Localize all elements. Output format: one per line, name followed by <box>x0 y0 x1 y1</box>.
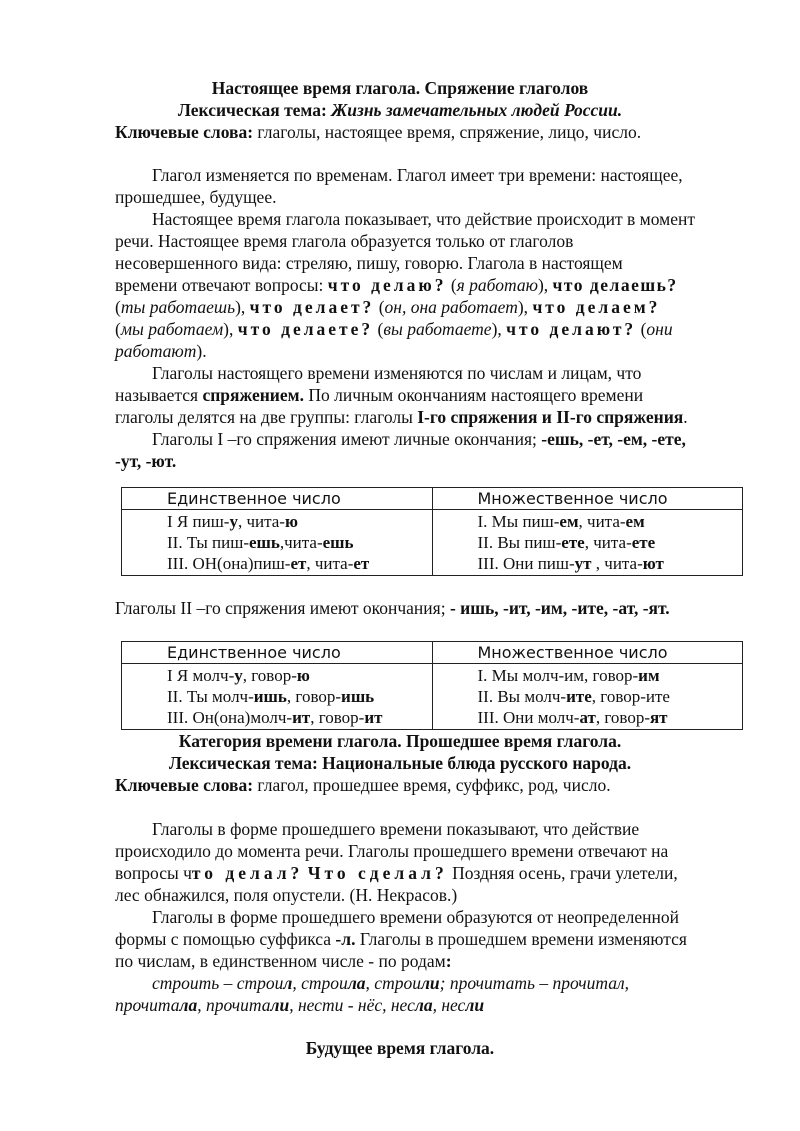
singular-forms <box>122 664 433 730</box>
header-singular: Единственное число <box>122 642 433 664</box>
example: прочита <box>115 995 180 1015</box>
example-6-cont: работают <box>115 341 197 361</box>
question-past-2: Что сделал? <box>307 863 448 883</box>
text: Поздняя осень, грачи улетели, <box>447 863 678 883</box>
ending: ла <box>347 973 366 993</box>
ending: ут <box>574 554 592 573</box>
table-body-row <box>122 664 743 730</box>
header-plural: Множественное число <box>432 488 743 510</box>
table-row <box>478 686 743 707</box>
question-6: что делают? <box>506 319 637 339</box>
ending: ем <box>559 512 579 531</box>
ending: у <box>229 512 238 531</box>
text: формы с помощью суффикса <box>115 929 336 949</box>
ending: ишь <box>341 687 375 706</box>
form: II. Вы пиш- <box>477 533 562 552</box>
section2-title: Категория времени глагола. Прошедшее время глагола. <box>178 731 622 751</box>
section2-keywords <box>115 774 611 796</box>
example: строить – строи <box>152 973 284 993</box>
form: I Я молч- <box>167 666 235 685</box>
para2-line5: (ты работаешь), что делает? (он, она работает), что делаем? <box>115 297 661 317</box>
ending: ешь <box>248 533 280 552</box>
ending: ю <box>284 512 298 531</box>
table-row <box>167 511 432 532</box>
para2-line4: времени отвечают вопросы: что делаю? (я работаю), что делаешь? <box>115 275 678 295</box>
table-row <box>478 707 743 728</box>
ending: ли <box>465 995 485 1015</box>
section1-lexical-topic <box>0 99 800 121</box>
para2-line2: речи. Настоящее время глагола образуется только от глаголов <box>115 231 574 251</box>
form: III. Они пиш- <box>477 554 575 573</box>
ending: ли <box>270 995 290 1015</box>
example: , прочита <box>197 995 271 1015</box>
table-row <box>478 553 743 574</box>
form: I Я пиш- <box>167 512 230 531</box>
ending: ла <box>179 995 198 1015</box>
section1-keywords <box>115 121 641 143</box>
table-header-row <box>122 488 743 510</box>
para4-line2: -ут, -ют. <box>115 451 177 471</box>
table-header-row <box>122 642 743 664</box>
form: , говор- <box>310 708 365 727</box>
ending: у <box>234 666 243 685</box>
form: , говор- <box>242 666 297 685</box>
example: , нести - нёс, нес <box>289 995 415 1015</box>
para2-line3: несовершенного вида: стреляю, пишу, говорю. Глагола в настоящем <box>115 253 623 273</box>
colon: : <box>445 951 452 971</box>
section1-title: Настоящее время глагола. Спряжение глаголов <box>211 78 589 98</box>
ending: ат <box>579 708 596 727</box>
form: I. Мы пиш- <box>477 512 560 531</box>
para3-line1: Глаголы настоящего времени изменяются по числам и лицам, что <box>152 363 642 383</box>
term-groups: I-го спряжения и II-го спряжения <box>417 407 684 427</box>
table-row <box>167 665 432 686</box>
para5-line1 <box>115 597 670 619</box>
ending: ет <box>290 554 307 573</box>
ending: ла <box>414 995 433 1015</box>
keywords-label: Ключевые слова: <box>115 775 254 795</box>
example-5: вы работаете <box>383 319 492 339</box>
keywords-label: Ключевые слова: <box>115 122 254 142</box>
text: называется <box>115 385 203 405</box>
ending: ешь <box>322 533 354 552</box>
text: По личным окончаниям настоящего времени <box>303 385 644 405</box>
table-row <box>478 665 743 686</box>
ending: ит <box>292 708 311 727</box>
ending: ете <box>631 533 656 552</box>
text: Глаголы I –го спряжения имеют личные окончания; <box>152 429 542 449</box>
ending: ят <box>649 708 668 727</box>
table-row <box>478 532 743 553</box>
form: , чита- <box>237 512 285 531</box>
form: , говор- <box>286 687 342 706</box>
section3-title: Будущее время глагола. <box>305 1038 495 1058</box>
form: I. Мы молч-им, говор- <box>477 666 639 685</box>
keywords-text: глаголы, настоящее время, спряжение, лицо, число. <box>253 122 642 142</box>
form: , говор- <box>595 708 650 727</box>
text: глаголы делятся на две группы: глаголы <box>115 407 418 427</box>
form: , чита- <box>584 533 632 552</box>
table-row <box>167 686 432 707</box>
para1-line2: прошедшее, будущее. <box>115 187 277 207</box>
ending: ем <box>625 512 645 531</box>
text: . <box>683 407 688 427</box>
para7-line1: Глаголы в форме прошедшего времени образуются от неопределенной <box>152 907 679 927</box>
form: III. Он(она)молч- <box>167 708 293 727</box>
header-singular: Единственное число <box>122 488 433 510</box>
lexical-topic: Жизнь замечательных людей России. <box>331 100 623 120</box>
endings-2: - ишь, -ит, -им, -ите, -ат, -ят. <box>449 598 670 618</box>
para3-line2 <box>115 384 643 406</box>
table-row <box>167 707 432 728</box>
table-row <box>167 553 432 574</box>
form: , чита- <box>578 512 626 531</box>
example: , нес <box>432 995 466 1015</box>
example-2: ты работаешь <box>120 297 236 317</box>
table-body-row <box>122 510 743 576</box>
text: Глаголы II –го спряжения имеют окончания; <box>115 598 450 618</box>
example: ; прочитать – прочитал, <box>439 973 629 993</box>
term-conjugation: спряжением. <box>202 385 304 405</box>
example: , строи <box>365 973 421 993</box>
text: по числам, в единственном числе - по родам <box>115 951 446 971</box>
plural-forms <box>432 510 743 576</box>
para2-line6: (мы работаем), что делаете? (вы работаете), что делают? (они <box>115 319 673 339</box>
form: III. Они молч- <box>477 708 580 727</box>
ending: ли <box>420 973 440 993</box>
para7-line3 <box>115 950 452 972</box>
ending: ю <box>296 666 310 685</box>
ending: ите <box>566 687 592 706</box>
text: Глаголы в прошедшем времени изменяются <box>355 929 687 949</box>
para3-line3 <box>115 406 688 428</box>
para2-line7: работают). <box>115 341 207 361</box>
question-5: что делаете? <box>237 319 374 339</box>
plural-forms <box>432 664 743 730</box>
conjugation-table-1 <box>121 487 743 576</box>
example-1: я работаю <box>456 275 538 295</box>
conjugation-table-2 <box>121 641 743 730</box>
question-2: что делаешь? <box>552 275 678 295</box>
para7-line5 <box>115 994 484 1016</box>
header-plural: Множественное число <box>432 642 743 664</box>
ending: ют <box>642 554 664 573</box>
para6-line3 <box>115 862 678 884</box>
para6-line4: лес обнажился, поля опустели. (Н. Некрасов.) <box>115 885 458 905</box>
para2-line1: Настоящее время глагола показывает, что действие происходит в момент <box>152 209 696 229</box>
endings-1: -ешь, -ет, -ем, -ете, <box>541 429 686 449</box>
para4-line1 <box>152 428 686 450</box>
form: ,чита- <box>279 533 323 552</box>
example-3: он, она работает <box>384 297 518 317</box>
ending: ет <box>353 554 370 573</box>
question-1: что делаю? <box>327 275 447 295</box>
ending: ишь <box>253 687 287 706</box>
example-4: мы работаем <box>120 319 224 339</box>
para7-line4 <box>152 972 629 994</box>
form: III. ОН(она)пиш- <box>167 554 291 573</box>
singular-forms <box>122 510 433 576</box>
question-4: что делаем? <box>532 297 661 317</box>
text: времени отвечают вопросы: <box>115 275 328 295</box>
para6-line2: происходило до момента речи. Глаголы прошедшего времени отвечают на <box>115 841 669 861</box>
form: II. Ты молч- <box>167 687 254 706</box>
para1-line1: Глагол изменяется по временам. Глагол имеет три времени: настоящее, <box>152 165 683 185</box>
form: II. Ты пиш- <box>167 533 249 552</box>
lexical-prefix: Лексическая тема: <box>177 100 332 120</box>
example-6: они <box>646 319 673 339</box>
keywords-text: глагол, прошедшее время, суффикс, род, число. <box>253 775 611 795</box>
suffix-l: -л. <box>335 929 356 949</box>
text: вопросы ч <box>115 863 192 883</box>
example: , строи <box>292 973 348 993</box>
form: , говор-ите <box>591 687 670 706</box>
form: II. Вы молч- <box>477 687 567 706</box>
section2-lexical-topic: Лексическая тема: Национальные блюда русского народа. <box>168 753 632 773</box>
table-row <box>478 511 743 532</box>
question-3: что делает? <box>249 297 375 317</box>
para6-line1: Глаголы в форме прошедшего времени показывают, что действие <box>152 819 640 839</box>
para7-line2 <box>115 928 687 950</box>
ending: им <box>638 666 660 685</box>
ending: ете <box>561 533 585 552</box>
table-row <box>167 532 432 553</box>
question-past-1: то делал? <box>191 863 304 883</box>
form: , чита- <box>591 554 643 573</box>
form: , чита- <box>306 554 354 573</box>
ending: ит <box>364 708 383 727</box>
ending: л <box>283 973 293 993</box>
